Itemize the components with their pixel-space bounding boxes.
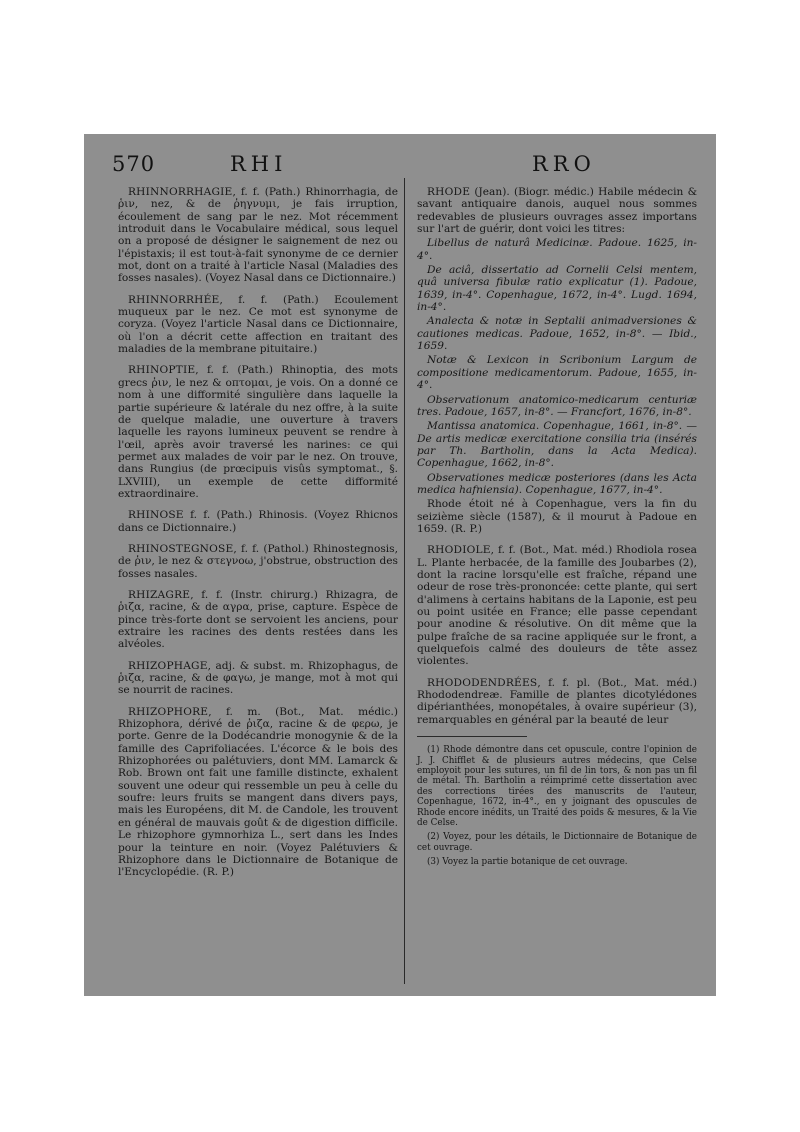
- footnote: (3) Voyez la partie botanique de cet ouvrage.: [427, 857, 628, 868]
- entry-text: , f. f. (Path.) Rhinoptia, des mots grecs ῥιν, le nez & οπτομαι, je vois. On a donné ce nom à une difformité singulière dans laquelle la partie supérieure & latérale du nez offre, à la suite de quelque maladie, une ouverture à travers laquelle les rayons lumineux peuvent se rendre à l'œil, après avoir traversé les narines: ce qui permet aux malades de voir par le nez. On trouve, dans Rungius (de prœcipuis visûs symptomat., §. LXVIII), un exemple de cette difformité extraordinaire.: [118, 364, 398, 500]
- headword: RHINOPTIE: [128, 364, 196, 377]
- entry-rhinose: [118, 509, 398, 534]
- work-title: Analecta & notæ in Septalii animadversiones & cautiones medicas. Padoue, 1652, in-8°. — Ibid., 1659.: [417, 315, 697, 353]
- entry-rhizophore: [118, 706, 398, 879]
- headword: RHODIOLE: [427, 544, 491, 557]
- headword: RHIZOPHORE: [128, 705, 209, 718]
- entry-closing: Rhode étoit né à Copenhague, vers la fin du seizième siècle (1587), & il mourut à Padoue en 1659. (R. P.): [417, 498, 697, 535]
- entry-rhodiole: [417, 544, 697, 667]
- entry-rhinnorrhagie: [118, 186, 398, 285]
- entry-text: , f. f. (Pathol.) Rhinostegnosis, de ῥιν, le nez & στεγνοω, j'obstrue, obstruction des fosses nasales.: [118, 542, 398, 580]
- headword: RHODE: [427, 186, 471, 198]
- work-title: Notæ & Lexicon in Scribonium Largum de compositione medicamentorum. Padoue, 1655, in-4°.: [417, 354, 697, 392]
- footnote-rule: [417, 736, 527, 737]
- running-header: [112, 152, 688, 178]
- entry-rhododendrees: [417, 677, 697, 726]
- work-title: Observationum anatomico-medicarum centuriæ tres. Padoue, 1657, in-8°. — Francfort, 1676, in-8°.: [417, 393, 697, 418]
- entry-rhinostegnose: [118, 543, 398, 580]
- column-divider: [404, 178, 405, 984]
- entry-text: , f. f. pl. (Bot., Mat. méd.) Rhododendreæ. Famille de plantes dicotylédones dipérianthées, monopétales, à ovaire supérieur (3), remarquables en général par la beauté de leur: [417, 676, 697, 726]
- entry-text: , f. m. (Bot., Mat. médic.) Rhizophora, dérivé de ῥιζα, racine & de φερω, je porte. Genre de la Dodécandrie monogynie & de la famille des Caprifoliacées. L'écorce & le bois des Rhizophorées ou palétuviers, dont MM. Lamarck & Rob. Brown ont fait une famille distincte, exhalent souvent une odeur qui ressemble un peu à celle du soufre: leurs fruits se mangent dans divers pays, mais les Européens, dit M. de Candole, les trouvent en général de mauvais goût & de digestion difficile. Le rhizophore gymnorhiza L., sert dans les Indes pour la teinture en noir. (Voyez Palétuviers & Rhizophore dans le Dictionnaire de Botanique de l'Encyclopédie. (R. P.): [118, 705, 398, 879]
- footnote: (2) Voyez, pour les détails, le Dictionnaire de Botanique de cet ouvrage.: [417, 832, 697, 853]
- headword: RHINNORRHAGIE: [128, 186, 233, 198]
- work-title: Observationes medicæ posteriores (dans les Acta medica hafniensia). Copenhague, 1677, in-4°.: [417, 471, 697, 496]
- work-title: De aciâ, dissertatio ad Cornelii Celsi mentem, quâ universa fibulæ ratio explicatur (1). Padoue, 1639, in-4°. Copenhague, 1672, in-4°. Lugd. 1694, in-4°.: [417, 264, 697, 314]
- entry-text: f. f. (Path.) Rhinosis. (Voyez Rhicnos dans ce Dictionnaire.): [118, 509, 398, 534]
- right-running-head: RRO: [532, 152, 596, 176]
- headword: RHINOSE: [128, 509, 184, 522]
- entry-rhizagre: [118, 589, 398, 651]
- headword: RHINOSTEGNOSE: [128, 542, 234, 555]
- footnote: (1) Rhode démontre dans cet opuscule, contre l'opinion de J. J. Chifflet & de plusieurs autres médecins, que Celse employoit pour les sutures, un fil de lin tors, & non pas un fil de métal. Th. Bartholin a réimprimé cette dissertation avec des corrections tirées des manuscrits de l'auteur, Copenhague, 1672, in-4°., en y joignant des opuscules de Rhode encore inédits, un Traité des poids & mesures, & la Vie de Celse.: [417, 745, 697, 828]
- work-title: Libellus de naturâ Medicinæ. Padoue. 1625, in-4°.: [417, 237, 697, 262]
- headword: RHIZOPHAGE: [128, 659, 208, 672]
- entry-text: (Jean). (Biogr. médic.) Habile médecin & savant antiquaire danois, auquel nous sommes redevables de plusieurs ouvrages assez importans sur l'art de guérir, dont voici les titres:: [417, 186, 697, 236]
- entry-rhinoptie: [118, 364, 398, 500]
- headword: RHODODENDRÉES: [427, 676, 538, 689]
- work-title: Mantissa anatomica. Copenhague, 1661, in-8°. — De artis medicæ exercitatione consilia tria (insérés par Th. Bartholin, dans la Acta Medica). Copenhague, 1662, in-8°.: [417, 420, 697, 470]
- entry-text: , f. f. (Path.) Rhinorrhagia, de ῥιν, nez, & de ῥηγνυμι, je fais irruption, écoulement de sang par le nez. Mot récemment introduit dans le Vocabulaire médical, sous lequel on a proposé de désigner le saignement de nez ou l'épistaxis; il est tout-à-fait synonyme de ce dernier mot, dont on a traité à l'article Nasal (Maladies des fosses nasales). (Voyez Nasal dans ce Dictionnaire.): [118, 186, 398, 285]
- left-column: [118, 186, 398, 888]
- headword: RHIZAGRE: [128, 588, 191, 601]
- entry-text: , f. f. (Bot., Mat. méd.) Rhodiola rosea L. Plante herbacée, de la famille des Joubarbes (2), dont la racine lorsqu'elle est fraîche, répand une odeur de rose très-prononcée: cette plante, qui sert d'alimens à certains habitans de la Laponie, est peu ou point usitée en France; elle passe cependant pour anodine & résolutive. On dit même que la pulpe fraîche de sa racine appliquée sur le front, a quelquefois calmé des douleurs de tête assez violentes.: [417, 544, 697, 668]
- entry-text: , adj. & subst. m. Rhizophagus, de ῥιζα, racine, & de φαγω, je mange, mot à mot qui se nourrit de racines.: [118, 659, 398, 697]
- entry-rhode: [417, 186, 697, 535]
- right-column: [417, 186, 697, 872]
- left-running-head: RHI: [230, 152, 288, 176]
- page-number: 570: [112, 152, 156, 176]
- headword: RHINNORRHÉE: [128, 293, 220, 306]
- entry-text: , f. f. (Path.) Ecoulement muqueux par le nez. Ce mot est synonyme de coryza. (Voyez l'article Nasal dans ce Dictionnaire, où l'on a décrit cette affection en traitant des maladies de la membrane pituitaire.): [118, 293, 398, 356]
- entry-rhinnorrhee: [118, 294, 398, 356]
- scanned-page: [84, 134, 716, 996]
- entry-text: , f. f. (Instr. chirurg.) Rhizagra, de ῥιζα, racine, & de αγρα, prise, capture. Espèce de pince très-forte dont se servoient les anciens, pour extraire les racines des dents restées dans les alvéoles.: [118, 588, 398, 651]
- entry-rhizophage: [118, 660, 398, 697]
